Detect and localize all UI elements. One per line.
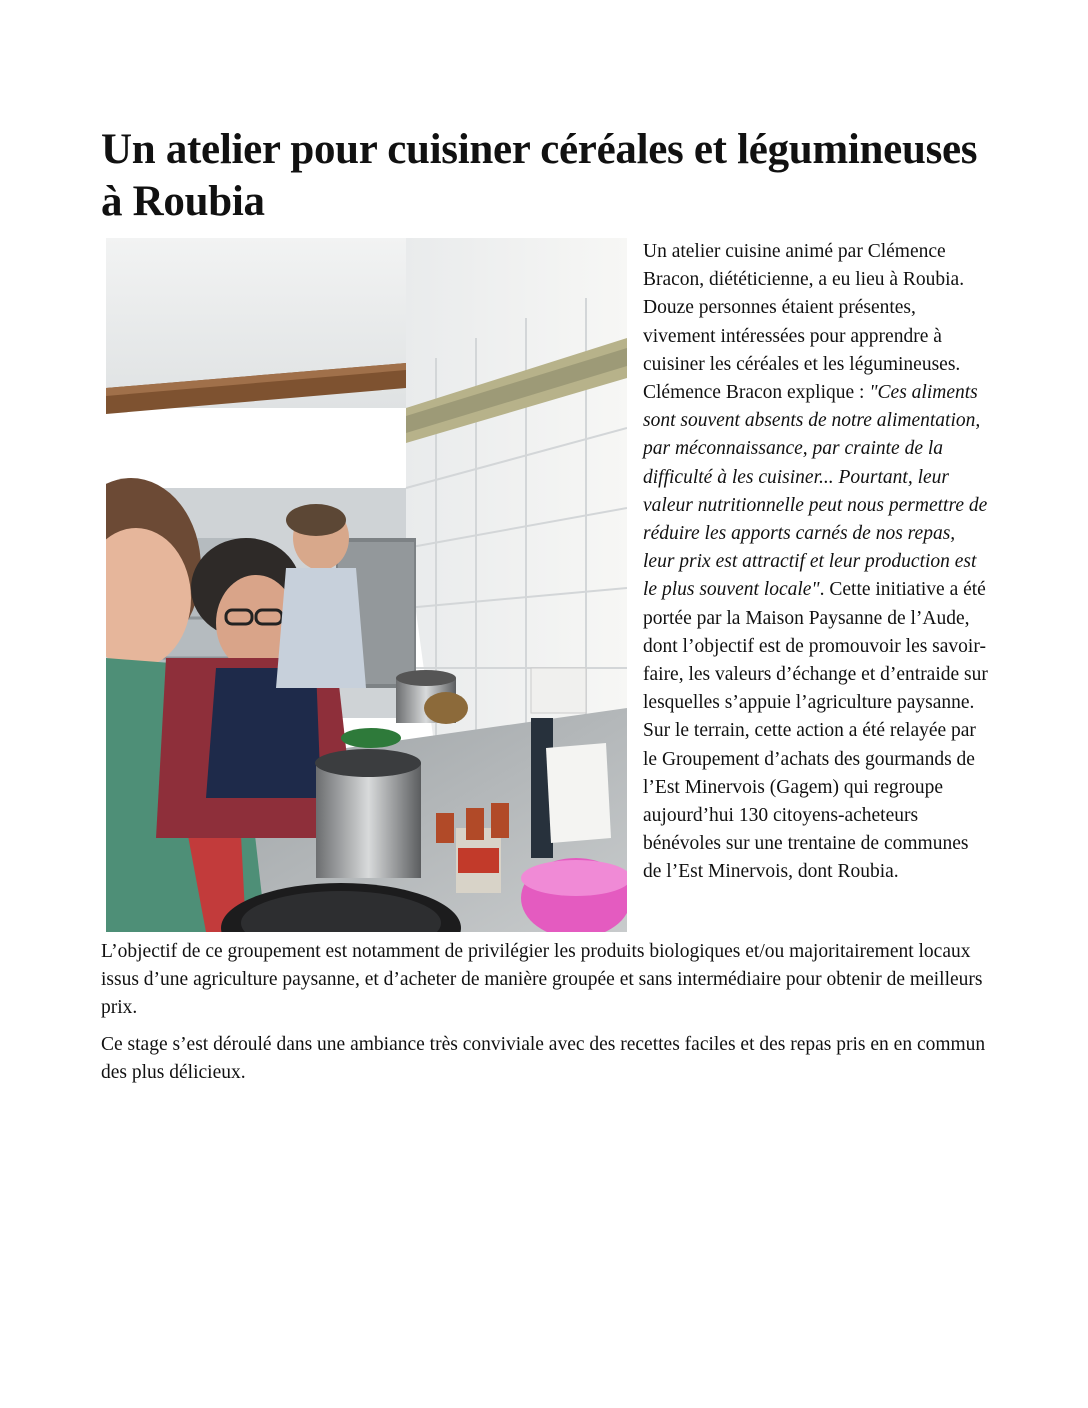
kitchen-photo	[106, 238, 627, 932]
article	[101, 124, 991, 1087]
paragraph-3: Ce stage s’est déroulé dans une ambiance très conviviale avec des recettes faciles et des repas pris en en commun des plus délicieux.	[101, 1033, 986, 1083]
lead-text-after-quote: . Cette initiative a été portée par la Maison Paysanne de l’Aude, dont l’objectif est de promouvoir les savoir-faire, les valeurs d’échange et d’entraide sur lesquelles s’appuie l’agriculture paysanne. Sur le terrain, cette action a été relayée par le Groupement d’achats des gourmands de l’Est Minervois (Gagem) qui regroupe aujourd’hui 130 citoyens-acheteurs bénévoles sur une trentaine de communes de l’Est Minervois, dont Roubia.	[643, 579, 988, 883]
paragraph-2: L’objectif de ce groupement est notamment de privilégier les produits biologiques et/ou majoritairement locaux issus d’une agriculture paysanne, et d’acheter de manière groupée et sans intermédiaire pour obtenir de meilleurs prix.	[101, 941, 983, 1019]
article-title: Un atelier pour cuisiner céréales et légumineuses à Roubia	[101, 126, 978, 225]
dietitian-quote: "Ces aliments sont souvent absents de notre alimentation, par méconnaissance, par crainte de la difficulté à les cuisiner... Pourtant, leur valeur nutritionnelle peut nous permettre de réduire les apports carnés de nos repas, leur prix est attractif et leur production est le plus souvent locale"	[643, 382, 988, 601]
lead-text-before-quote: Un atelier cuisine animé par Clémence Bracon, diététicienne, a eu lieu à Roubia. Douze personnes étaient présentes, vivement intéressées pour apprendre à cuisiner les céréales et les légumineuses. Clémence Bracon explique :	[643, 241, 965, 404]
